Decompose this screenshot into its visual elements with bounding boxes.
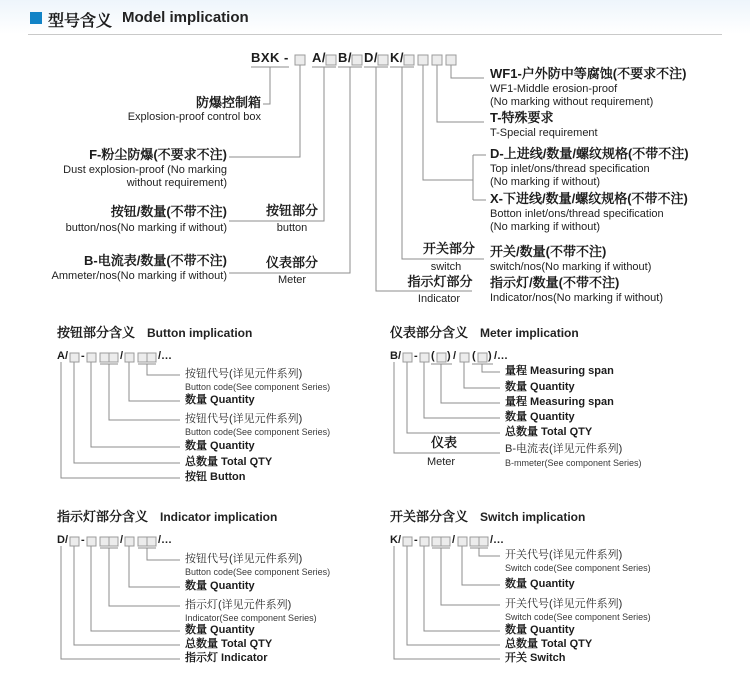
placeholder-box [437, 353, 446, 362]
button-code-letter: A/ [57, 350, 68, 362]
part-label-meter-en: Meter [277, 274, 307, 286]
slash-token: / [453, 350, 457, 362]
button-label-total: 总数量 Total QTY [185, 456, 273, 468]
meter-label-ammeter-en: B-mmeter(See component Series) [505, 458, 642, 468]
button-label-code2-zh: 按钮代号(详见元件系列) [185, 368, 303, 380]
label-special-zh: T-特殊要求 [490, 110, 554, 125]
indicator-label-qty2: 数量 Quantity [185, 580, 255, 592]
button-label-code1-en: Button code(See component Series) [185, 427, 331, 437]
switch-label-code1-en: Switch code(See component Series) [505, 612, 651, 622]
placeholder-box [441, 537, 450, 546]
meter-part-label-en: Meter [426, 456, 456, 468]
button-label-code1-zh: 按钮代号(详见元件系列) [185, 413, 303, 425]
switch-label-qty2: 数量 Quantity [505, 578, 575, 590]
label-indicator-qty-zh: 指示灯/数量(不带不注) [490, 275, 620, 290]
placeholder-box [418, 55, 428, 65]
part-label-indicator-zh: 指示灯部分 [407, 274, 473, 289]
label-dust-en2: without requirement) [126, 177, 227, 189]
indicator-label-total: 总数量 Total QTY [185, 638, 273, 650]
meter-label-span1: 量程 Measuring span [505, 396, 614, 408]
meter-label-total: 总数量 Total QTY [505, 426, 593, 438]
placeholder-box [109, 353, 118, 362]
meter-section-title-zh: 仪表部分含义 [390, 325, 469, 340]
placeholder-box [432, 55, 442, 65]
indicator-label-qty1: 数量 Quantity [185, 624, 255, 636]
indicator-code-letter: D/ [57, 534, 68, 546]
meter-label-span2: 量程 Measuring span [505, 365, 614, 377]
placeholder-box [70, 537, 79, 546]
button-section-title-zh: 按钮部分含义 [57, 325, 136, 340]
placeholder-box [479, 537, 488, 546]
tail-token: /… [494, 350, 509, 362]
dash-token: - [414, 350, 418, 362]
button-label-code2-en: Button code(See component Series) [185, 382, 331, 392]
tail-token: /… [158, 534, 173, 546]
dash-token: - [414, 534, 418, 546]
button-label-qty2: 数量 Quantity [185, 394, 255, 406]
placeholder-box [138, 353, 147, 362]
meter-label-qty1: 数量 Quantity [505, 411, 575, 423]
part-label-indicator-en: Indicator [417, 293, 461, 305]
placeholder-box [420, 537, 429, 546]
model-code-letter-a: A/ [312, 50, 326, 65]
indicator-label-code2-en: Button code(See component Series) [185, 567, 331, 577]
placeholder-box [446, 55, 456, 65]
label-button-qty-zh: 按钮/数量(不带不注) [110, 204, 227, 219]
switch-label-code1-zh: 开关代号(详见元件系列) [505, 598, 623, 610]
label-bottom-inlet-en2: (No marking if without) [490, 221, 601, 233]
tail-token: /… [158, 350, 173, 362]
model-code-letter-d: D/ [364, 50, 378, 65]
slash-token: / [120, 534, 124, 546]
part-label-button-en: button [276, 222, 308, 234]
label-special-en: T-Special requirement [490, 127, 598, 139]
placeholder-box [458, 537, 467, 546]
label-indicator-qty-en: Indicator/nos(No marking if without) [490, 292, 664, 304]
indicator-label-lamp-zh: 指示灯(详见元件系列) [185, 599, 292, 611]
meter-label-qty2: 数量 Quantity [505, 381, 575, 393]
placeholder-box [295, 55, 305, 65]
placeholder-box [125, 537, 134, 546]
paren-close-token: ) [488, 350, 492, 362]
switch-label-switch: 开关 Switch [505, 652, 566, 664]
placeholder-box [147, 537, 156, 546]
label-top-inlet-en1: Top inlet/ons/thread specification [490, 163, 650, 175]
indicator-label-indicator: 指示灯 Indicator [185, 652, 268, 664]
switch-code-letter: K/ [390, 534, 401, 546]
dash-token: - [81, 350, 85, 362]
placeholder-box [404, 55, 414, 65]
part-label-switch-zh: 开关部分 [422, 241, 476, 256]
placeholder-box [420, 353, 429, 362]
placeholder-box [147, 353, 156, 362]
part-label-meter-zh: 仪表部分 [265, 255, 319, 270]
placeholder-box [100, 353, 109, 362]
label-ammeter-zh: B-电流表/数量(不带不注) [84, 253, 227, 268]
placeholder-box [403, 353, 412, 362]
placeholder-box [100, 537, 109, 546]
label-control-box-zh: 防爆控制箱 [195, 95, 261, 110]
label-dust-zh: F-粉尘防爆(不要求不注) [89, 147, 227, 162]
label-bottom-inlet-en1: Botton inlet/ons/thread specification [490, 208, 664, 220]
paren-close-token: ) [447, 350, 451, 362]
meter-part-label-zh: 仪表 [430, 435, 458, 450]
meter-label-ammeter-zh: B-电流表(详见元件系列) [505, 443, 623, 455]
placeholder-box [460, 353, 469, 362]
label-top-inlet-zh: D-上进线/数量/螺纹规格(不带不注) [490, 146, 689, 161]
label-control-box-en: Explosion-proof control box [127, 111, 261, 123]
model-code-letter-k: K/ [390, 50, 404, 65]
slash-token: / [452, 534, 456, 546]
label-button-qty-en: button/nos(No marking if without) [65, 222, 227, 234]
label-switch-qty-zh: 开关/数量(不带不注) [490, 244, 607, 259]
label-switch-qty-en: switch/nos(No marking if without) [490, 261, 652, 273]
switch-section-title-en: Switch implication [480, 510, 586, 524]
page-title-zh: 型号含义 [48, 13, 113, 30]
switch-label-code2-zh: 开关代号(详见元件系列) [505, 549, 623, 561]
indicator-section-title-zh: 指示灯部分含义 [57, 509, 149, 524]
placeholder-box [326, 55, 336, 65]
placeholder-box [138, 537, 147, 546]
placeholder-box [403, 537, 412, 546]
placeholder-box [87, 353, 96, 362]
placeholder-box [70, 353, 79, 362]
page-title-en: Model implication [122, 9, 249, 26]
paren-open-token: ( [472, 350, 476, 362]
button-label-button: 按钮 Button [185, 471, 246, 483]
part-label-button-zh: 按钮部分 [265, 203, 319, 218]
label-wf1-en1: WF1-Middle erosion-proof [490, 83, 618, 95]
indicator-section-title-en: Indicator implication [160, 510, 278, 524]
model-code-letter-b: B/ [338, 50, 352, 65]
paren-open-token: ( [431, 350, 435, 362]
placeholder-box [352, 55, 362, 65]
meter-code-letter: B/ [390, 350, 401, 362]
placeholder-box [470, 537, 479, 546]
slash-token: / [120, 350, 124, 362]
label-bottom-inlet-zh: X-下进线/数量/螺纹规格(不带不注) [490, 191, 688, 206]
label-ammeter-en: Ammeter/nos(No marking if without) [51, 270, 227, 282]
switch-label-code2-en: Switch code(See component Series) [505, 563, 651, 573]
label-dust-en1: Dust explosion-proof (No marking [63, 164, 227, 176]
label-wf1-zh: WF1-户外防中等腐蚀(不要求不注) [490, 66, 687, 81]
label-wf1-en2: (No marking without requirement) [490, 96, 654, 108]
label-top-inlet-en2: (No marking if without) [490, 176, 601, 188]
switch-label-total: 总数量 Total QTY [505, 638, 593, 650]
model-code-prefix: BXK - [251, 50, 289, 65]
dash-token: - [81, 534, 85, 546]
button-section-title-en: Button implication [147, 326, 253, 340]
placeholder-box [125, 353, 134, 362]
placeholder-box [478, 353, 487, 362]
part-label-switch-en: switch [430, 261, 462, 273]
meter-section-title-en: Meter implication [480, 326, 579, 340]
switch-label-qty1: 数量 Quantity [505, 624, 575, 636]
button-label-qty1: 数量 Quantity [185, 440, 255, 452]
placeholder-box [87, 537, 96, 546]
placeholder-box [109, 537, 118, 546]
indicator-label-code2-zh: 按钮代号(详见元件系列) [185, 553, 303, 565]
tail-token: /… [490, 534, 505, 546]
indicator-label-lamp-en: Indicator(See component Series) [185, 613, 317, 623]
placeholder-box [378, 55, 388, 65]
placeholder-box [432, 537, 441, 546]
switch-section-title-zh: 开关部分含义 [390, 509, 469, 524]
